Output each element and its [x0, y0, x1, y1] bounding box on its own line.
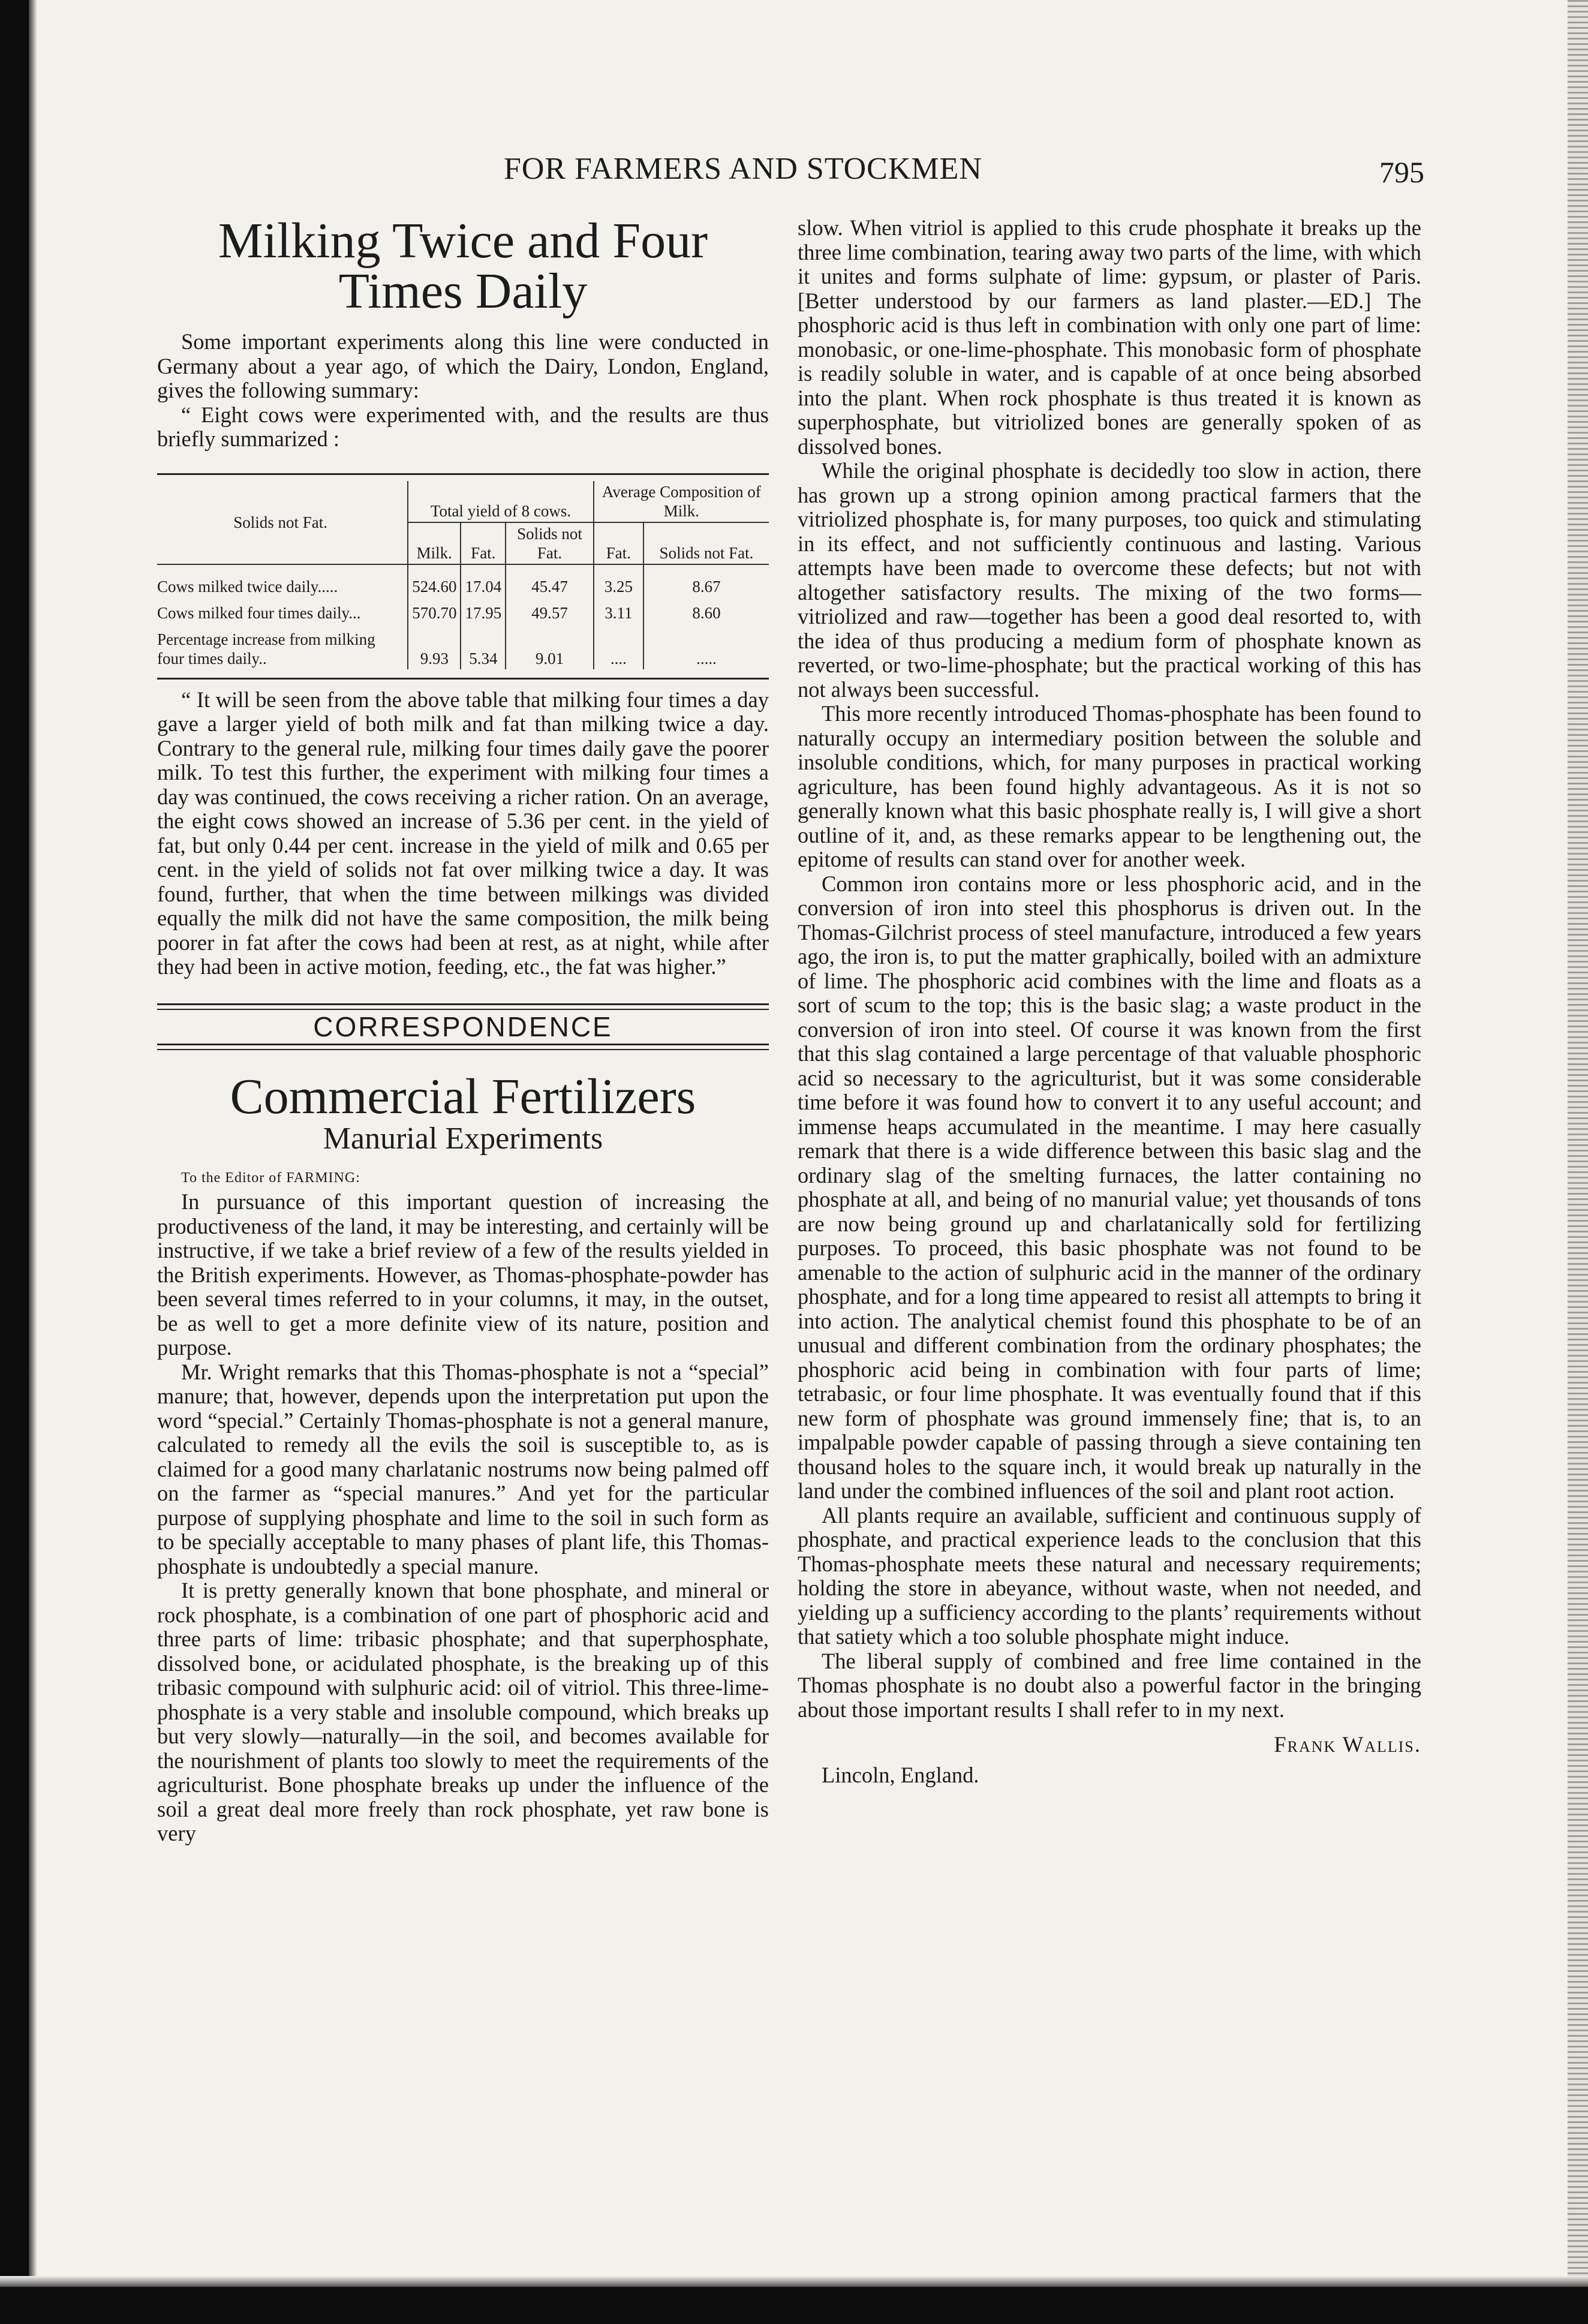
article-intro: Some important experiments along this line were conducted in Germany about a year ago, of which the Dairy, London, England, gives the following summary:	[157, 329, 769, 402]
paragraph: This more recently introduced Thomas-phosphate has been found to naturally occupy an intermediary position between the soluble and insoluble conditions, which, for many purposes in practical working agriculture, has been found highly advantageous. As it is not so generally known what this basic phosphate really is, I will give a short outline of it, and, as these remarks appear to be lengthening out, the epitome of results can stand over for another week.	[798, 701, 1421, 871]
section-rule	[157, 1044, 769, 1050]
table-cell: .....	[643, 624, 769, 669]
table-cell: 49.57	[506, 597, 594, 624]
table-cell: 17.95	[461, 597, 506, 624]
table-cell: 570.70	[408, 597, 461, 624]
table-bottom-rule	[157, 678, 769, 680]
table-top-rule	[157, 473, 769, 475]
row-label: Cows milked twice daily.....	[157, 564, 408, 597]
group-total-header: Total yield of 8 cows.	[408, 481, 594, 522]
bottom-shadow	[0, 2276, 1588, 2287]
addressed-to: To the Editor of FARMING:	[181, 1169, 360, 1186]
table-cell: 9.93	[408, 624, 461, 669]
table-row	[157, 597, 769, 624]
paragraph: Common iron contains more or less phosphoric acid, and in the conversion of iron into steel this phosphorus is driven out. In the Thomas-Gilchrist process of steel manufacture, introduced a few years ago, the iron is, to put the matter graphically, boiled with an admixture of lime. The phosphoric acid combines with the lime and floats as a sort of scum to the top; this is the basic slag; a waste product in the conversion of iron into steel. Of course it was known from the first that this slag contained a large percentage of that valuable phosphoric acid so necessary to the agriculturist, but it was some considerable time before it was found how to convert it to any useful account; and immense heaps accumulated in the meantime. I may here casually remark that there is a wide difference between this basic slag and the ordinary slag of the smelting furnaces, the latter containing no phosphate at all, and being of no manurial value; yet thousands of tons are now being ground up and charlatanically sold for fertilizing purposes. To proceed, this basic phosphate was not found to be amenable to the action of sulphuric acid in the manner of the ordinary phosphate, and for a long time appeared to resist all attempts to bring it into action. The analytical chemist found this phosphate to be of an unusual and different combination from the ordinary phosphates; the phosphoric acid being in combination with four parts of lime; tetrabasic, or four lime phosphate. It was eventually found that if this new form of phosphate was ground immensely fine; that is, to an impalpable powder capable of passing through a sieve containing ten thousand holes to the square inch, it would break up naturally in the land under the combined influences of the soil and plant root action.	[798, 871, 1421, 1503]
table-cell: 3.25	[594, 564, 643, 597]
paragraph: The liberal supply of combined and free lime contained in the Thomas phosphate is no doubt also a powerful factor in the bringing about those important results I shall refer to in my next.	[798, 1648, 1421, 1722]
correspondence-title: Commercial Fertilizers	[230, 1069, 696, 1125]
correspondence-subtitle: Manurial Experiments	[323, 1122, 603, 1156]
section-rule	[157, 1003, 769, 1010]
running-head: FOR FARMERS AND STOCKMEN	[504, 152, 982, 186]
table-cell: 8.60	[643, 597, 769, 624]
table-cell: 3.11	[594, 597, 643, 624]
table-group-header	[157, 481, 769, 522]
table-cell: 9.01	[506, 624, 594, 669]
left-column	[157, 213, 769, 1846]
table-cell: 8.67	[643, 564, 769, 597]
article-closing: “ It will be seen from the above table that milking four times a day gave a larger yield of both milk and fat than milking twice a day. Contrary to the general rule, milking four times daily gave the poorer milk. To test this further, the experiment with milking four times a day was continued, the cows receiving a richer ration. On an average, the eight cows showed an increase of 5.36 per cent. in the yield of fat, but only 0.44 per cent. increase in the yield of milk and 0.65 per cent. in the yield of solids not fat over milking twice a day. It was found, further, that when the time between milkings was divided equally the milk did not have the same composition, the milk being poorer in fat after the cows had been at rest, as at night, while after they had been in active motion, feeding, etc., the fat was higher.”	[157, 687, 769, 979]
location: Lincoln, England.	[822, 1762, 979, 1787]
quote-intro: “ Eight cows were experimented with, and the results are thus briefly summarized :	[157, 402, 769, 451]
binding-shadow	[29, 0, 37, 2324]
paragraph: All plants require an available, sufficient and continuous supply of phosphate, and practical experience leads to the conclusion that this Thomas-phosphate meets these natural and necessary requirements; holding the store in abeyance, without waste, when not needed, and yielding up a sufficiency according to the plants’ requirements without that satiety which a too soluble phosphate might induce.	[798, 1502, 1421, 1649]
column-header: Fat.	[594, 522, 643, 564]
binding-edge	[0, 0, 29, 2324]
column-header: Fat.	[461, 522, 506, 564]
row-label: Cows milked four times daily...	[157, 603, 361, 622]
paragraph: It is pretty generally known that bone phosphate, and mineral or rock phosphate, is a combination of one part of phosphoric acid and three parts of lime: tribasic phosphate; and that superphosphate, dissolved bone, or acidulated phosphate, is the breaking up of this tribasic compound with sulphuric acid: oil of vitriol. This three-lime-phosphate is a very stable and insoluble compound, which breaks up but very slowly—naturally—in the soil, and becomes available for the nourishment of plants too slowly to meet the requirements of the agriculturist. Bone phosphate breaks up under the influence of the soil a great deal more freely than rock phosphate, yet raw bone is very	[157, 1578, 769, 1845]
paragraph: While the original phosphate is decidedly too slow in action, there has grown up a strong opinion among practical farmers that the vitriolized phosphate is, for many purposes, too quick and stimulating in its effect, and not sufficiently continuous and lasting. Various attempts have been made to overcome these defects; but not with altogether satisfactory results. The mixing of the two forms—vitriolized and raw—together has been a good deal resorted to, with the idea of thus producing a medium form of phosphate known as reverted, or two-lime-phosphate; but the practical working of this has not always been successful.	[798, 458, 1421, 702]
page-edge	[1568, 0, 1588, 2324]
bottom-edge	[0, 2287, 1588, 2324]
table-row	[157, 624, 769, 669]
results-table	[157, 481, 769, 669]
paragraph: slow. When vitriol is applied to this crude phosphate it breaks up the three lime combination, tearing away two parts of the lime, with which it unites and forms sulphate of lime: gypsum, or plaster of Paris. [Better understood by our farmers as land plaster.—ED.] The phosphoric acid is thus left in combination with only one part of lime: monobasic, or one-lime-phosphate. This monobasic form of phosphate is readily soluble in water, and is capable of at once being absorbed into the plant. When rock phosphate is thus treated it is known as superphosphate, but vitriolized bones are generally spoken of as dissolved bones.	[798, 215, 1421, 459]
signature: Frank Wallis.	[1274, 1732, 1421, 1757]
table-cell: ....	[594, 624, 643, 669]
column-header: Solids not Fat.	[506, 522, 594, 564]
table-cell: 524.60	[408, 564, 461, 597]
table-cell: 45.47	[506, 564, 594, 597]
table-cell: 5.34	[461, 624, 506, 669]
group-average-header: Average Composition of Milk.	[594, 481, 769, 522]
article-title: Milking Twice and Four Times Daily	[218, 213, 708, 319]
table-cell: 17.04	[461, 564, 506, 597]
row-label: Percentage increase from milking four times daily..	[157, 630, 375, 668]
right-column	[798, 216, 1421, 1787]
paragraph: Mr. Wright remarks that this Thomas-phosphate is not a “special” manure; that, however, depends upon the interpretation put upon the word “special.” Certainly Thomas-phosphate is not a general manure, calculated to remedy all the evils the soil is susceptible to, as is claimed for a good many charlatanic nostrums now being palmed off on the farmer as “special manures.” And yet for the particular purpose of supplying phosphate and lime to the soil in such form as to be specially acceptable to many phases of plant life, this Thomas-phosphate is undoubtedly a special manure.	[157, 1359, 769, 1579]
table-row-header: Solids not Fat.	[233, 513, 327, 531]
table-row	[157, 564, 769, 597]
section-heading: CORRESPONDENCE	[313, 1011, 613, 1042]
column-header: Milk.	[408, 522, 461, 564]
page-number: 795	[1379, 155, 1424, 189]
paragraph: In pursuance of this important question of increasing the productiveness of the land, it may be interesting, and certainly will be instructive, if we take a brief review of a few of the results yielded in the British experiments. However, as Thomas-phosphate-powder has been several times referred to in your columns, it may, in the outset, be as well to get a more definite view of its nature, position and purpose.	[157, 1189, 769, 1360]
column-header: Solids not Fat.	[643, 522, 769, 564]
